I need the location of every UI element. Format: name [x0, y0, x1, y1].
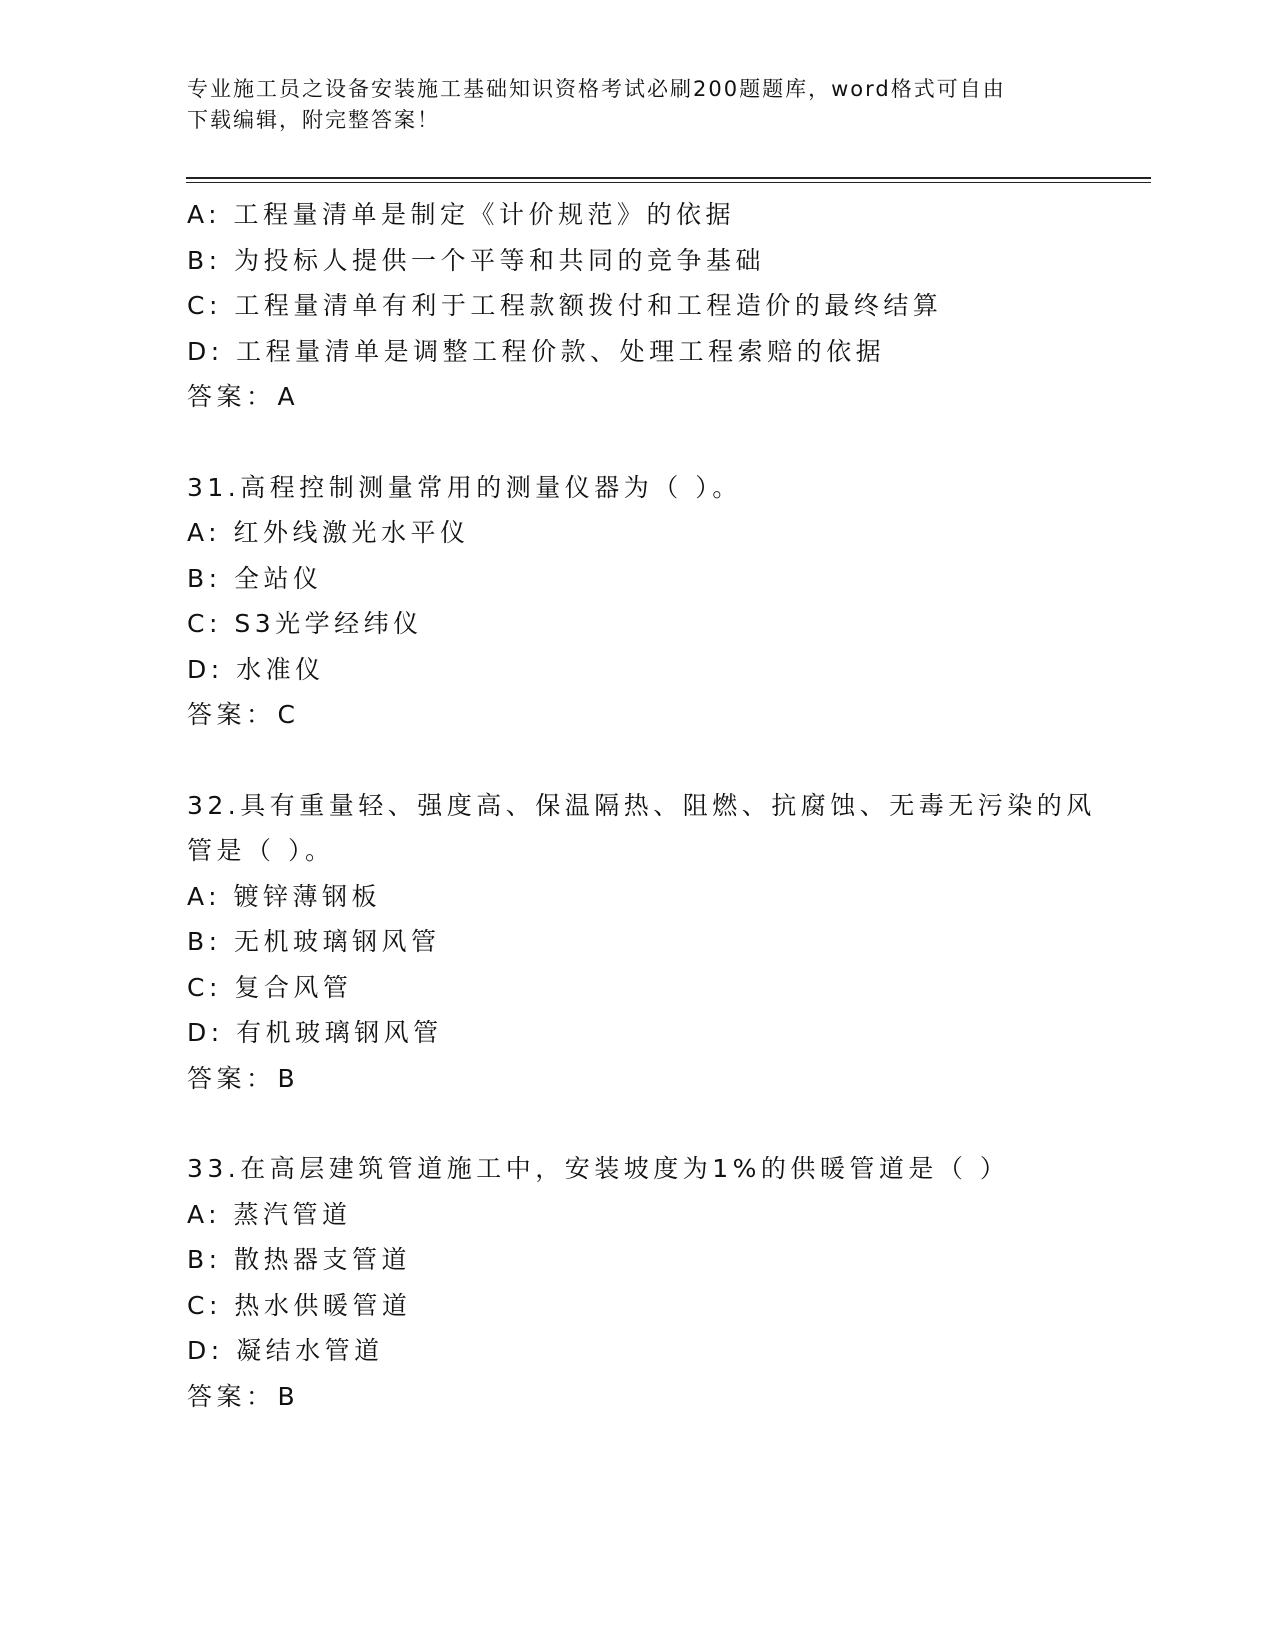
option-c: C: S3光学经纬仪	[187, 609, 423, 638]
document-header	[187, 74, 1087, 136]
option-d: D: 凝结水管道	[187, 1336, 384, 1365]
option-b: B: 散热器支管道	[187, 1245, 412, 1274]
option-a: A: 工程量清单是制定《计价规范》的依据	[187, 200, 736, 229]
question-stem-continued: 管是（ ）。	[187, 836, 335, 865]
option-c: C: 热水供暖管道	[187, 1290, 412, 1320]
option-a: A: 红外线激光水平仪	[187, 518, 470, 547]
block-spacer	[187, 1101, 1147, 1146]
option-d: D: 有机玻璃钢风管	[187, 1018, 443, 1047]
answer-line	[187, 692, 1147, 738]
header-title-line-1: 专业施工员之设备安装施工基础知识资格考试必刷200题题库，word格式可自由	[187, 77, 1006, 101]
answer-value: A	[277, 382, 300, 411]
question-block	[187, 465, 1147, 738]
answer-label: 答案：	[187, 382, 276, 411]
option-a: A: 蒸汽管道	[187, 1199, 352, 1229]
answer-value: B	[277, 1063, 300, 1093]
option-b: B: 为投标人提供一个平等和共同的竞争基础	[187, 245, 766, 275]
option-d: D: 工程量清单是调整工程价款、处理工程索赔的依据	[187, 336, 886, 366]
question-block	[187, 192, 1147, 420]
block-spacer	[187, 420, 1147, 465]
question-block	[187, 1146, 1147, 1419]
answer-value: C	[277, 700, 300, 729]
answer-line	[187, 374, 1147, 420]
option-d: D: 水准仪	[187, 654, 325, 684]
option-b: B: 无机玻璃钢风管	[187, 927, 441, 956]
answer-label: 答案：	[187, 700, 276, 729]
answer-line	[187, 1374, 1147, 1420]
answer-line	[187, 1056, 1147, 1102]
question-block	[187, 783, 1147, 1102]
option-c: C: 复合风管	[187, 972, 353, 1002]
question-stem: 33.在高层建筑管道施工中，安装坡度为1%的供暖管道是（ ）	[187, 1154, 1010, 1183]
answer-label: 答案：	[187, 1063, 276, 1093]
answer-label: 答案：	[187, 1381, 276, 1411]
option-a: A: 镀锌薄钢板	[187, 881, 382, 911]
question-list	[187, 192, 1147, 1419]
header-divider	[186, 177, 1151, 183]
question-stem: 31.高程控制测量常用的测量仪器为（ ）。	[187, 472, 742, 502]
option-c: C: 工程量清单有利于工程款额拨付和工程造价的最终结算	[187, 291, 943, 320]
block-spacer	[187, 738, 1147, 783]
option-b: B: 全站仪	[187, 563, 323, 593]
answer-value: B	[277, 1381, 300, 1411]
header-title-line-2: 下载编辑，附完整答案！	[187, 108, 440, 132]
question-stem: 32.具有重量轻、强度高、保温隔热、阻燃、抗腐蚀、无毒无污染的风	[187, 790, 1096, 820]
